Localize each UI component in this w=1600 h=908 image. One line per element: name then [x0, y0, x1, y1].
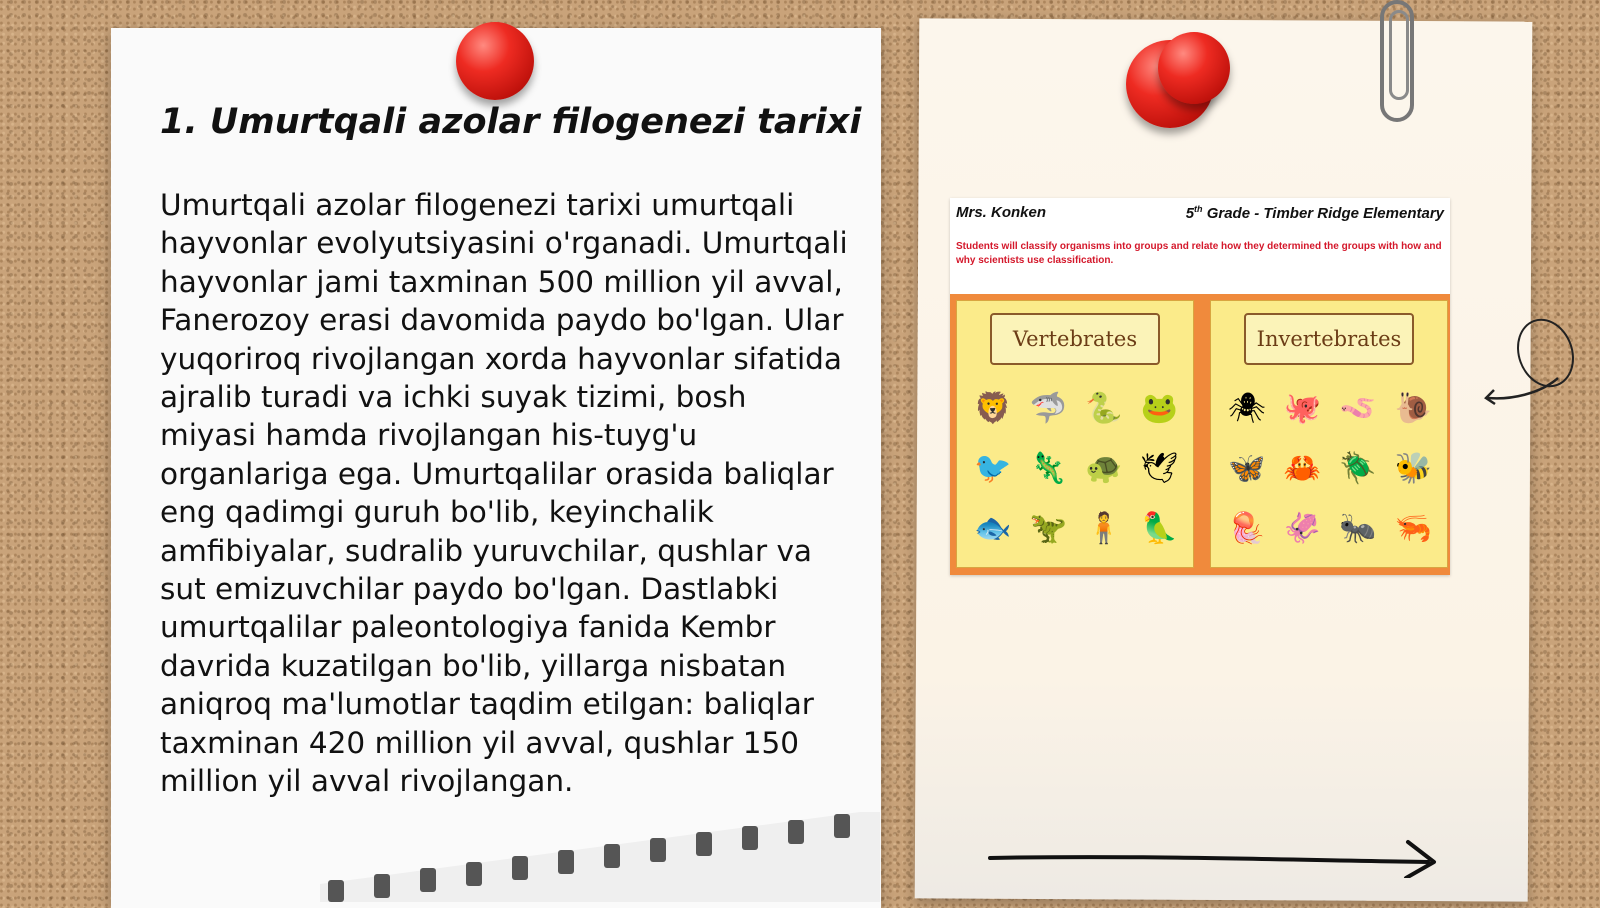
- bee-icon: 🐝: [1394, 451, 1432, 486]
- slide-title: 1. Umurtqali azolar filogenezi tarixi: [160, 102, 862, 142]
- ant-icon: 🐜: [1339, 511, 1377, 546]
- lizard-icon: 🦎: [1029, 451, 1067, 486]
- fish-icon: 🐟: [974, 511, 1012, 546]
- torn-notebook-edge: [320, 812, 880, 902]
- octopus-icon: 🐙: [1283, 391, 1321, 426]
- pushpin-right-front-icon: [1158, 32, 1230, 104]
- poster-teacher-name: Mrs. Konken: [956, 204, 1047, 221]
- pigeon-icon: 🕊: [1140, 451, 1179, 486]
- person-icon: 🧍: [1085, 511, 1123, 546]
- invertebrates-grid: [1219, 379, 1441, 559]
- shark-icon: 🦈: [1029, 391, 1067, 426]
- ostrich-icon: 🐦: [974, 451, 1012, 486]
- jellyfish-icon: 🪼: [1228, 511, 1266, 546]
- squid-icon: 🦑: [1283, 511, 1321, 546]
- snail-icon: 🐌: [1394, 391, 1432, 426]
- shrimp-icon: 🦐: [1394, 511, 1432, 546]
- pushpin-left-icon: [456, 22, 534, 100]
- classification-poster-image: [950, 198, 1450, 575]
- spider-icon: 🕷: [1227, 391, 1266, 426]
- invertebrates-panel: [1210, 300, 1448, 568]
- frog-icon: 🐸: [1140, 391, 1178, 426]
- paperclip-inner-loop: [1389, 10, 1409, 100]
- poster-school-line: [1186, 204, 1444, 222]
- slide-body-text: Umurtqali azolar filogenezi tarixi umurtqali hayvonlar evolyutsiyasini o'rganadi. Umurtqali hayvonlar jami taxminan 500 million yil avval, Fanerozoy erasi davomida paydo bo'lgan. Ular yuqoriroq rivojlangan xorda hayvonlar sifatida ajralib turadi va ichki suyak tizimi, bosh miyasi hamda rivojlangan his-tuyg'u organlariga ega. Umurtqalilar orasida baliqlar eng qadimgi guruh bo'lib, keyinchalik amfibiyalar, sudralib yuruvchilar, qushlar va sut emizuvchilar paydo bo'lgan. Dastlabki umurtqalilar paleontologiya fanida Kembr davrida kuzatilgan bo'lib, yillarga nisbatan aniqroq ma'lumotlar taqdim etilgan: baliqlar taxminan 420 million yil avval, qushlar 150 million yil avval rivojlangan.: [160, 188, 848, 799]
- invertebrates-label: Invertebrates: [1244, 313, 1414, 365]
- snake-icon: 🐍: [1085, 391, 1123, 426]
- lion-icon: 🦁: [974, 391, 1012, 426]
- vertebrates-panel: [956, 300, 1194, 568]
- worm-icon: 🪱: [1339, 391, 1377, 426]
- parrot-icon: 🦜: [1140, 511, 1178, 546]
- poster-grade-suffix: th: [1194, 204, 1203, 214]
- butterfly-icon: 🦋: [1228, 451, 1266, 486]
- turtle-icon: 🐢: [1085, 451, 1123, 486]
- poster-grade-number: 5: [1185, 205, 1195, 222]
- poster-school-name: Grade - Timber Ridge Elementary: [1202, 205, 1444, 222]
- poster-objective: Students will classify organisms into groups and relate how they determined the groups with how and why scientists use classification.: [956, 241, 1442, 266]
- doodle-arrow-icon: [1480, 372, 1560, 408]
- vertebrates-grid: [965, 379, 1187, 559]
- crab-icon: 🦀: [1283, 451, 1321, 486]
- next-arrow-icon: [988, 838, 1448, 878]
- poster-board: [950, 294, 1450, 575]
- beetle-icon: 🪲: [1339, 451, 1377, 486]
- dinosaur-icon: 🦖: [1029, 511, 1067, 546]
- vertebrates-label: Vertebrates: [990, 313, 1160, 365]
